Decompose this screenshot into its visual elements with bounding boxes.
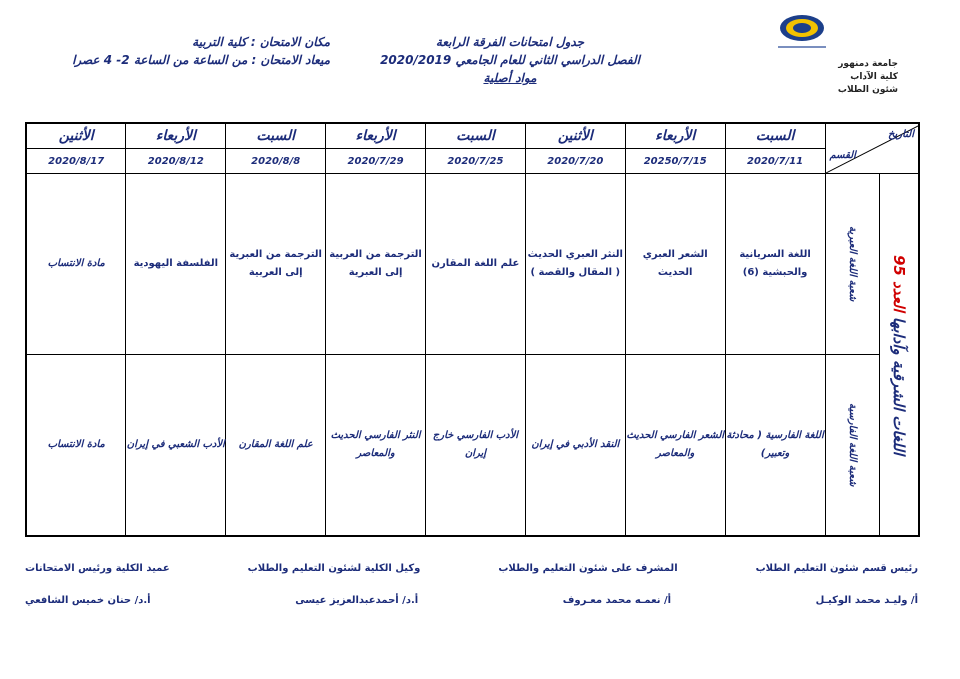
day-cell: السبت	[226, 123, 326, 149]
day-cell: الأربعاء	[625, 123, 725, 149]
subject-cell: علم اللغة المقارن	[226, 355, 326, 537]
signature-name: أ/ نعمـه محمد معـروف	[562, 595, 672, 606]
university-logo	[770, 12, 834, 52]
corner-cell	[825, 123, 919, 174]
signature-name: أ.د/ حنان خميس الشافعي	[25, 595, 151, 606]
day-cell: السبت	[426, 123, 526, 149]
branch-name-persian: شعبة اللغة الفارسية	[847, 403, 858, 487]
date-cell: 2020/7/29	[326, 149, 426, 174]
signature-names	[25, 595, 918, 606]
date-cell: 20250/7/15	[625, 149, 725, 174]
department-name: اللغات الشرقية وآدابها	[889, 316, 908, 455]
subject-cell: مادة الانتساب	[26, 355, 126, 537]
subject-cell: مادة الانتساب	[26, 174, 126, 355]
exam-info	[30, 33, 330, 69]
subjects-type: مواد أصلية	[483, 71, 537, 85]
subject-cell: النثر العبري الحديث ( المقال والقصة )	[525, 174, 625, 355]
exam-time: ميعاد الامتحان : من الساعة من الساعة 2- 4 عصرا	[72, 53, 330, 67]
subject-cell: الأدب الشعبي في إيران	[126, 355, 226, 537]
branch-cell	[825, 174, 879, 355]
date-cell: 2020/8/17	[26, 149, 126, 174]
subject-cell: الأدب الفارسي خارج إيران	[426, 355, 526, 537]
schedule-title: جدول امتحانات الفرقة الرابعة	[435, 35, 585, 49]
office-name: شئون الطلاب	[837, 85, 898, 95]
day-cell: الأثنين	[525, 123, 625, 149]
signature-title: عميد الكلية ورئيس الامتحانات	[25, 563, 170, 574]
signature-title: رئيس قسم شئون التعليم الطلاب	[755, 563, 918, 574]
department-cell	[879, 174, 919, 537]
faculty-name: كلية الآداب	[850, 72, 898, 82]
date-cell: 2020/8/12	[126, 149, 226, 174]
subject-cell: النقد الأدبي في إيران	[525, 355, 625, 537]
dates-row	[26, 149, 919, 174]
signature-titles	[25, 563, 918, 574]
subject-cell: اللغة الفارسية ( محادثة وتعبير)	[725, 355, 825, 537]
subject-cell: اللغة السريانية والحبشية (6)	[725, 174, 825, 355]
date-cell: 2020/7/20	[525, 149, 625, 174]
branch-name-hebrew: شعبة اللغة العبرية	[847, 226, 858, 302]
subject-cell: الفلسفة اليهودية	[126, 174, 226, 355]
day-cell: الأربعاء	[326, 123, 426, 149]
signature-name: أ.د/ أحمدعبدالعزيز عيسى	[295, 595, 419, 606]
branch-row-persian	[26, 355, 919, 537]
subject-cell: الشعر الفارسي الحديث والمعاصر	[625, 355, 725, 537]
subject-cell: النثر الفارسي الحديث والمعاصر	[326, 355, 426, 537]
university-block	[838, 58, 898, 97]
date-cell: 2020/8/8	[226, 149, 326, 174]
schedule-header	[310, 33, 710, 87]
subject-cell: الترجمة من العربية إلى العبرية	[326, 174, 426, 355]
department-label	[890, 255, 908, 455]
day-cell: الأربعاء	[126, 123, 226, 149]
date-cell: 2020/7/25	[426, 149, 526, 174]
signature-title: المشرف على شئون التعليم والطلاب	[498, 563, 678, 574]
date-cell: 2020/7/11	[725, 149, 825, 174]
day-cell: السبت	[725, 123, 825, 149]
day-cell: الأثنين	[26, 123, 126, 149]
exam-place: مكان الامتحان : كلية التربية	[192, 35, 330, 49]
subject-cell: علم اللغة المقارن	[426, 174, 526, 355]
branch-cell	[825, 355, 879, 537]
signature-title: وكيل الكلية لشئون التعليم والطلاب	[247, 563, 421, 574]
semester-label: الفصل الدراسي الثاني للعام الجامعي 2020/2019	[380, 53, 640, 67]
department-count: العدد 95	[889, 254, 908, 312]
corner-dept-label: القسم	[829, 149, 856, 161]
university-name: جامعة دمنهور	[838, 59, 898, 69]
days-row	[26, 123, 919, 149]
exam-schedule-table	[25, 122, 920, 537]
branch-row-hebrew	[26, 174, 919, 355]
subject-cell: الترجمة من العبرية إلى العربية	[226, 174, 326, 355]
subject-cell: الشعر العبري الحديث	[625, 174, 725, 355]
signature-name: أ/ وليـد محمد الوكيـل	[815, 595, 918, 606]
corner-date-label: التاريخ	[888, 128, 914, 140]
